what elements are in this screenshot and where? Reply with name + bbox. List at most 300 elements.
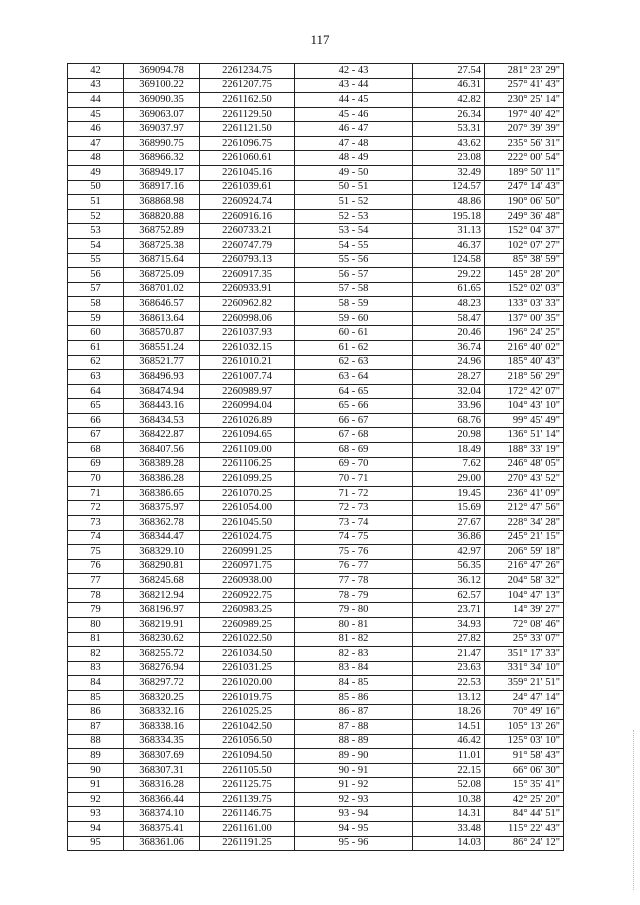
y-coordinate-cell: 2260924.74 <box>200 195 295 210</box>
y-coordinate-cell: 2261094.65 <box>200 428 295 443</box>
table-row <box>68 632 564 647</box>
segment-cell: 79 - 80 <box>295 603 413 618</box>
point-number-cell: 63 <box>68 370 124 385</box>
x-coordinate-cell: 368917.16 <box>124 180 200 195</box>
table-row <box>68 93 564 108</box>
bearing-cell: 145° 28' 20" <box>485 268 564 283</box>
point-number-cell: 88 <box>68 734 124 749</box>
length-cell: 36.86 <box>413 530 485 545</box>
x-coordinate-cell: 368646.57 <box>124 297 200 312</box>
x-coordinate-cell: 368375.97 <box>124 501 200 516</box>
length-cell: 13.12 <box>413 690 485 705</box>
segment-cell: 57 - 58 <box>295 282 413 297</box>
bearing-cell: 216° 40' 02" <box>485 340 564 355</box>
table-row <box>68 690 564 705</box>
point-number-cell: 70 <box>68 472 124 487</box>
point-number-cell: 89 <box>68 749 124 764</box>
y-coordinate-cell: 2260989.25 <box>200 617 295 632</box>
length-cell: 36.12 <box>413 574 485 589</box>
bearing-cell: 15° 35' 41" <box>485 778 564 793</box>
point-number-cell: 90 <box>68 763 124 778</box>
length-cell: 29.22 <box>413 268 485 283</box>
length-cell: 21.47 <box>413 647 485 662</box>
bearing-cell: 104° 47' 13" <box>485 588 564 603</box>
table-row <box>68 136 564 151</box>
bearing-cell: 42° 25' 20" <box>485 792 564 807</box>
length-cell: 46.37 <box>413 238 485 253</box>
bearing-cell: 136° 51' 14" <box>485 428 564 443</box>
segment-cell: 54 - 55 <box>295 238 413 253</box>
y-coordinate-cell: 2260917.35 <box>200 268 295 283</box>
point-number-cell: 67 <box>68 428 124 443</box>
x-coordinate-cell: 369100.22 <box>124 78 200 93</box>
point-number-cell: 77 <box>68 574 124 589</box>
y-coordinate-cell: 2261109.00 <box>200 443 295 458</box>
point-number-cell: 50 <box>68 180 124 195</box>
point-number-cell: 84 <box>68 676 124 691</box>
y-coordinate-cell: 2261010.21 <box>200 355 295 370</box>
table-row <box>68 166 564 181</box>
y-coordinate-cell: 2260998.06 <box>200 311 295 326</box>
x-coordinate-cell: 368521.77 <box>124 355 200 370</box>
table-row <box>68 515 564 530</box>
segment-cell: 51 - 52 <box>295 195 413 210</box>
bearing-cell: 207° 39' 39" <box>485 122 564 137</box>
segment-cell: 43 - 44 <box>295 78 413 93</box>
y-coordinate-cell: 2261032.15 <box>200 340 295 355</box>
table-row <box>68 224 564 239</box>
segment-cell: 76 - 77 <box>295 559 413 574</box>
x-coordinate-cell: 368725.09 <box>124 268 200 283</box>
length-cell: 29.00 <box>413 472 485 487</box>
bearing-cell: 236° 41' 09" <box>485 486 564 501</box>
segment-cell: 75 - 76 <box>295 545 413 560</box>
length-cell: 34.93 <box>413 617 485 632</box>
segment-cell: 68 - 69 <box>295 443 413 458</box>
table-row <box>68 472 564 487</box>
segment-cell: 80 - 81 <box>295 617 413 632</box>
x-coordinate-cell: 368389.28 <box>124 457 200 472</box>
bearing-cell: 246° 48' 05" <box>485 457 564 472</box>
y-coordinate-cell: 2261054.00 <box>200 501 295 516</box>
point-number-cell: 80 <box>68 617 124 632</box>
table-row <box>68 268 564 283</box>
y-coordinate-cell: 2261042.50 <box>200 720 295 735</box>
segment-cell: 50 - 51 <box>295 180 413 195</box>
length-cell: 27.54 <box>413 64 485 79</box>
point-number-cell: 81 <box>68 632 124 647</box>
x-coordinate-cell: 368868.98 <box>124 195 200 210</box>
length-cell: 14.31 <box>413 807 485 822</box>
y-coordinate-cell: 2261129.50 <box>200 107 295 122</box>
y-coordinate-cell: 2261125.75 <box>200 778 295 793</box>
y-coordinate-cell: 2261162.50 <box>200 93 295 108</box>
point-number-cell: 57 <box>68 282 124 297</box>
bearing-cell: 196° 24' 25" <box>485 326 564 341</box>
x-coordinate-cell: 368386.65 <box>124 486 200 501</box>
y-coordinate-cell: 2261022.50 <box>200 632 295 647</box>
x-coordinate-cell: 368255.72 <box>124 647 200 662</box>
length-cell: 48.86 <box>413 195 485 210</box>
table-row <box>68 836 564 851</box>
bearing-cell: 270° 43' 52" <box>485 472 564 487</box>
segment-cell: 45 - 46 <box>295 107 413 122</box>
x-coordinate-cell: 368374.10 <box>124 807 200 822</box>
y-coordinate-cell: 2260938.00 <box>200 574 295 589</box>
x-coordinate-cell: 369037.97 <box>124 122 200 137</box>
x-coordinate-cell: 368443.16 <box>124 399 200 414</box>
segment-cell: 83 - 84 <box>295 661 413 676</box>
segment-cell: 42 - 43 <box>295 64 413 79</box>
point-number-cell: 56 <box>68 268 124 283</box>
table-row <box>68 326 564 341</box>
point-number-cell: 53 <box>68 224 124 239</box>
segment-cell: 84 - 85 <box>295 676 413 691</box>
x-coordinate-cell: 368570.87 <box>124 326 200 341</box>
x-coordinate-cell: 368386.28 <box>124 472 200 487</box>
segment-cell: 81 - 82 <box>295 632 413 647</box>
x-coordinate-cell: 368219.91 <box>124 617 200 632</box>
segment-cell: 72 - 73 <box>295 501 413 516</box>
segment-cell: 64 - 65 <box>295 384 413 399</box>
bearing-cell: 72° 08' 46" <box>485 617 564 632</box>
y-coordinate-cell: 2261106.25 <box>200 457 295 472</box>
segment-cell: 91 - 92 <box>295 778 413 793</box>
length-cell: 36.74 <box>413 340 485 355</box>
table-row <box>68 209 564 224</box>
table-row <box>68 384 564 399</box>
length-cell: 27.82 <box>413 632 485 647</box>
bearing-cell: 216° 47' 26" <box>485 559 564 574</box>
point-number-cell: 45 <box>68 107 124 122</box>
bearing-cell: 137° 00' 35" <box>485 311 564 326</box>
y-coordinate-cell: 2260991.25 <box>200 545 295 560</box>
bearing-cell: 133° 03' 33" <box>485 297 564 312</box>
segment-cell: 95 - 96 <box>295 836 413 851</box>
bearing-cell: 206° 59' 18" <box>485 545 564 560</box>
segment-cell: 65 - 66 <box>295 399 413 414</box>
length-cell: 23.08 <box>413 151 485 166</box>
table-row <box>68 370 564 385</box>
x-coordinate-cell: 368212.94 <box>124 588 200 603</box>
bearing-cell: 212° 47' 56" <box>485 501 564 516</box>
segment-cell: 90 - 91 <box>295 763 413 778</box>
bearing-cell: 85° 38' 59" <box>485 253 564 268</box>
y-coordinate-cell: 2261034.50 <box>200 647 295 662</box>
y-coordinate-cell: 2260994.04 <box>200 399 295 414</box>
length-cell: 42.82 <box>413 93 485 108</box>
length-cell: 124.57 <box>413 180 485 195</box>
table-row <box>68 763 564 778</box>
length-cell: 53.31 <box>413 122 485 137</box>
length-cell: 62.57 <box>413 588 485 603</box>
x-coordinate-cell: 368320.25 <box>124 690 200 705</box>
bearing-cell: 188° 33' 19" <box>485 443 564 458</box>
point-number-cell: 87 <box>68 720 124 735</box>
segment-cell: 56 - 57 <box>295 268 413 283</box>
segment-cell: 61 - 62 <box>295 340 413 355</box>
table-row <box>68 792 564 807</box>
y-coordinate-cell: 2261094.50 <box>200 749 295 764</box>
point-number-cell: 71 <box>68 486 124 501</box>
x-coordinate-cell: 368551.24 <box>124 340 200 355</box>
x-coordinate-cell: 368366.44 <box>124 792 200 807</box>
bearing-cell: 257° 41' 43" <box>485 78 564 93</box>
table-row <box>68 822 564 837</box>
y-coordinate-cell: 2261191.25 <box>200 836 295 851</box>
bearing-cell: 104° 43' 10" <box>485 399 564 414</box>
point-number-cell: 79 <box>68 603 124 618</box>
point-number-cell: 74 <box>68 530 124 545</box>
point-number-cell: 46 <box>68 122 124 137</box>
x-coordinate-cell: 368407.56 <box>124 443 200 458</box>
bearing-cell: 91° 58' 43" <box>485 749 564 764</box>
segment-cell: 74 - 75 <box>295 530 413 545</box>
x-coordinate-cell: 368434.53 <box>124 413 200 428</box>
table-row <box>68 588 564 603</box>
segment-cell: 73 - 74 <box>295 515 413 530</box>
bearing-cell: 70° 49' 16" <box>485 705 564 720</box>
length-cell: 58.47 <box>413 311 485 326</box>
segment-cell: 66 - 67 <box>295 413 413 428</box>
x-coordinate-cell: 368276.94 <box>124 661 200 676</box>
table-row <box>68 457 564 472</box>
segment-cell: 60 - 61 <box>295 326 413 341</box>
y-coordinate-cell: 2261039.61 <box>200 180 295 195</box>
table-row <box>68 180 564 195</box>
point-number-cell: 73 <box>68 515 124 530</box>
point-number-cell: 54 <box>68 238 124 253</box>
x-coordinate-cell: 368496.93 <box>124 370 200 385</box>
y-coordinate-cell: 2261234.75 <box>200 64 295 79</box>
segment-cell: 77 - 78 <box>295 574 413 589</box>
bearing-cell: 84° 44' 51" <box>485 807 564 822</box>
segment-cell: 88 - 89 <box>295 734 413 749</box>
y-coordinate-cell: 2260793.13 <box>200 253 295 268</box>
bearing-cell: 105° 13' 26" <box>485 720 564 735</box>
length-cell: 43.62 <box>413 136 485 151</box>
bearing-cell: 185° 40' 43" <box>485 355 564 370</box>
segment-cell: 71 - 72 <box>295 486 413 501</box>
bearing-cell: 245° 21' 15" <box>485 530 564 545</box>
point-number-cell: 92 <box>68 792 124 807</box>
y-coordinate-cell: 2260922.75 <box>200 588 295 603</box>
bearing-cell: 172° 42' 07" <box>485 384 564 399</box>
y-coordinate-cell: 2261026.89 <box>200 413 295 428</box>
length-cell: 27.67 <box>413 515 485 530</box>
length-cell: 15.69 <box>413 501 485 516</box>
table-row <box>68 661 564 676</box>
segment-cell: 78 - 79 <box>295 588 413 603</box>
y-coordinate-cell: 2261007.74 <box>200 370 295 385</box>
point-number-cell: 59 <box>68 311 124 326</box>
y-coordinate-cell: 2260962.82 <box>200 297 295 312</box>
x-coordinate-cell: 368297.72 <box>124 676 200 691</box>
length-cell: 28.27 <box>413 370 485 385</box>
x-coordinate-cell: 368752.89 <box>124 224 200 239</box>
table-row <box>68 282 564 297</box>
table-row <box>68 734 564 749</box>
length-cell: 22.15 <box>413 763 485 778</box>
y-coordinate-cell: 2261105.50 <box>200 763 295 778</box>
bearing-cell: 281° 23' 29" <box>485 64 564 79</box>
segment-cell: 85 - 86 <box>295 690 413 705</box>
length-cell: 23.63 <box>413 661 485 676</box>
table-row <box>68 603 564 618</box>
segment-cell: 82 - 83 <box>295 647 413 662</box>
y-coordinate-cell: 2261024.75 <box>200 530 295 545</box>
table-row <box>68 749 564 764</box>
length-cell: 22.53 <box>413 676 485 691</box>
segment-cell: 55 - 56 <box>295 253 413 268</box>
length-cell: 20.46 <box>413 326 485 341</box>
table-row <box>68 530 564 545</box>
length-cell: 52.08 <box>413 778 485 793</box>
y-coordinate-cell: 2261096.75 <box>200 136 295 151</box>
bearing-cell: 125° 03' 10" <box>485 734 564 749</box>
x-coordinate-cell: 368715.64 <box>124 253 200 268</box>
length-cell: 11.01 <box>413 749 485 764</box>
point-number-cell: 72 <box>68 501 124 516</box>
bearing-cell: 99° 45' 49" <box>485 413 564 428</box>
length-cell: 46.31 <box>413 78 485 93</box>
bearing-cell: 152° 04' 37" <box>485 224 564 239</box>
y-coordinate-cell: 2261045.16 <box>200 166 295 181</box>
segment-cell: 59 - 60 <box>295 311 413 326</box>
segment-cell: 52 - 53 <box>295 209 413 224</box>
point-number-cell: 93 <box>68 807 124 822</box>
x-coordinate-cell: 368332.16 <box>124 705 200 720</box>
length-cell: 18.49 <box>413 443 485 458</box>
bearing-cell: 235° 56' 31" <box>485 136 564 151</box>
segment-cell: 70 - 71 <box>295 472 413 487</box>
x-coordinate-cell: 368307.31 <box>124 763 200 778</box>
length-cell: 48.23 <box>413 297 485 312</box>
x-coordinate-cell: 368245.68 <box>124 574 200 589</box>
x-coordinate-cell: 369094.78 <box>124 64 200 79</box>
table-row <box>68 355 564 370</box>
point-number-cell: 61 <box>68 340 124 355</box>
point-number-cell: 52 <box>68 209 124 224</box>
y-coordinate-cell: 2261019.75 <box>200 690 295 705</box>
length-cell: 31.13 <box>413 224 485 239</box>
x-coordinate-cell: 368361.06 <box>124 836 200 851</box>
point-number-cell: 69 <box>68 457 124 472</box>
segment-cell: 53 - 54 <box>295 224 413 239</box>
segment-cell: 94 - 95 <box>295 822 413 837</box>
x-coordinate-cell: 368196.97 <box>124 603 200 618</box>
coordinates-table-body <box>68 64 564 851</box>
bearing-cell: 189° 50' 11" <box>485 166 564 181</box>
point-number-cell: 62 <box>68 355 124 370</box>
segment-cell: 49 - 50 <box>295 166 413 181</box>
length-cell: 33.96 <box>413 399 485 414</box>
x-coordinate-cell: 369090.35 <box>124 93 200 108</box>
y-coordinate-cell: 2261031.25 <box>200 661 295 676</box>
table-row <box>68 311 564 326</box>
x-coordinate-cell: 368307.69 <box>124 749 200 764</box>
x-coordinate-cell: 368474.94 <box>124 384 200 399</box>
point-number-cell: 94 <box>68 822 124 837</box>
bearing-cell: 222° 00' 54" <box>485 151 564 166</box>
segment-cell: 69 - 70 <box>295 457 413 472</box>
table-row <box>68 778 564 793</box>
y-coordinate-cell: 2261139.75 <box>200 792 295 807</box>
bearing-cell: 25° 33' 07" <box>485 632 564 647</box>
y-coordinate-cell: 2261037.93 <box>200 326 295 341</box>
segment-cell: 63 - 64 <box>295 370 413 385</box>
x-coordinate-cell: 368230.62 <box>124 632 200 647</box>
x-coordinate-cell: 368362.78 <box>124 515 200 530</box>
y-coordinate-cell: 2261045.50 <box>200 515 295 530</box>
x-coordinate-cell: 368422.87 <box>124 428 200 443</box>
segment-cell: 89 - 90 <box>295 749 413 764</box>
point-number-cell: 86 <box>68 705 124 720</box>
table-row <box>68 340 564 355</box>
length-cell: 33.48 <box>413 822 485 837</box>
x-coordinate-cell: 368990.75 <box>124 136 200 151</box>
bearing-cell: 331° 34' 10" <box>485 661 564 676</box>
point-number-cell: 49 <box>68 166 124 181</box>
point-number-cell: 66 <box>68 413 124 428</box>
table-row <box>68 647 564 662</box>
table-row <box>68 238 564 253</box>
y-coordinate-cell: 2261146.75 <box>200 807 295 822</box>
point-number-cell: 95 <box>68 836 124 851</box>
bearing-cell: 152° 02' 03" <box>485 282 564 297</box>
table-row <box>68 428 564 443</box>
length-cell: 42.97 <box>413 545 485 560</box>
table-row <box>68 107 564 122</box>
point-number-cell: 83 <box>68 661 124 676</box>
length-cell: 19.45 <box>413 486 485 501</box>
bearing-cell: 102° 07' 27" <box>485 238 564 253</box>
x-coordinate-cell: 368725.38 <box>124 238 200 253</box>
point-number-cell: 47 <box>68 136 124 151</box>
table-row <box>68 705 564 720</box>
y-coordinate-cell: 2260971.75 <box>200 559 295 574</box>
y-coordinate-cell: 2261161.00 <box>200 822 295 837</box>
y-coordinate-cell: 2260933.91 <box>200 282 295 297</box>
table-row <box>68 501 564 516</box>
bearing-cell: 359° 21' 51" <box>485 676 564 691</box>
length-cell: 26.34 <box>413 107 485 122</box>
table-row <box>68 574 564 589</box>
segment-cell: 87 - 88 <box>295 720 413 735</box>
segment-cell: 93 - 94 <box>295 807 413 822</box>
y-coordinate-cell: 2261070.25 <box>200 486 295 501</box>
x-coordinate-cell: 368334.35 <box>124 734 200 749</box>
y-coordinate-cell: 2261025.25 <box>200 705 295 720</box>
length-cell: 195.18 <box>413 209 485 224</box>
x-coordinate-cell: 368613.64 <box>124 311 200 326</box>
point-number-cell: 65 <box>68 399 124 414</box>
table-row <box>68 151 564 166</box>
bearing-cell: 14° 39' 27" <box>485 603 564 618</box>
table-row <box>68 545 564 560</box>
segment-cell: 46 - 47 <box>295 122 413 137</box>
bearing-cell: 115° 22' 43" <box>485 822 564 837</box>
y-coordinate-cell: 2261099.25 <box>200 472 295 487</box>
y-coordinate-cell: 2261121.50 <box>200 122 295 137</box>
table-row <box>68 720 564 735</box>
x-coordinate-cell: 368344.47 <box>124 530 200 545</box>
segment-cell: 47 - 48 <box>295 136 413 151</box>
segment-cell: 48 - 49 <box>295 151 413 166</box>
y-coordinate-cell: 2261056.50 <box>200 734 295 749</box>
length-cell: 23.71 <box>413 603 485 618</box>
length-cell: 61.65 <box>413 282 485 297</box>
